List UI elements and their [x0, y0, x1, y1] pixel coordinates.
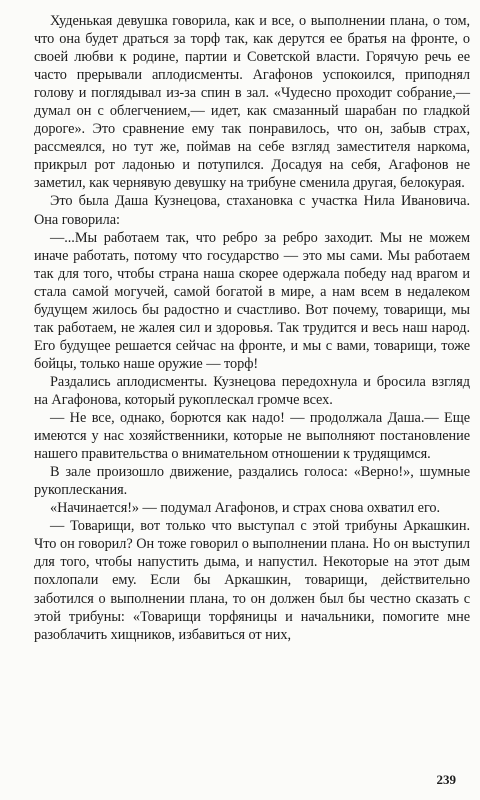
paragraph-6: В зале произошло движение, раздались голоса: «Верно!», шумные рукоплескания.: [34, 464, 470, 499]
paragraph-5: — Не все, однако, борются как надо! — продолжала Даша.— Еще имеются у нас хозяйственники, которые не выполняют постановление нашего правительства о внимательном отношении к трудящимся.: [34, 410, 470, 463]
paragraph-2: Это была Даша Кузнецова, стахановка с участка Нила Ивановича. Она говорила:: [34, 193, 470, 228]
paragraph-7: «Начинается!» — подумал Агафонов, и страх снова охватил его.: [50, 500, 441, 517]
paragraph-8: — Товарищи, вот только что выступал с этой трибуны Аркашкин. Что он говорил? Он тоже говорил о выполнении плана. Но он выступил для того, чтобы напустить дыма, и напустил. Некоторые на этот дым похлопали ему. Если бы Аркашкин, товарищи, действительно заботился о выполнении плана, то он должен был бы честно сказать с этой трибуны: «Товарищи торфяницы и начальники, помогите мне разоблачить хищников, избавиться от них,: [34, 518, 470, 643]
paragraph-1: Худенькая девушка говорила, как и все, о выполнении плана, о том, что она будет драться за торф так, как дерутся ее братья на фронте, о своей любви к родине, партии и Советской власти. Горячую речь ее часто прерывали аплодисменты. Агафонов успокоился, приподнял голову и поглядывал из-за спин в зал. «Чудесно проходит собрание,— думал он с облегчением,— идет, как смазанный шарабан по гладкой дороге». Это сравнение ему так понравилось, что он, забыв страх, рассмеялся, но тут же, поймав на себе взгляд заместителя наркома, прикрыл рот ладонью и потупился. Досадуя на себя, Агафонов не заметил, как чернявую девушку на трибуне сменила другая, белокурая.: [34, 13, 470, 192]
page-number: 239: [436, 772, 456, 787]
paragraph-3: —...Мы работаем так, что ребро за ребро заходит. Мы не можем иначе работать, потому что государство — это мы сами. Мы работаем так для того, чтобы страна наша скорее одержала победу над врагом и стала самой могучей, самой богатой в мире, а нам всем в недалеком будущем жилось бы радостно и счастливо. Вот почему, товарищи, мы так работаем, не жалея сил и здоровья. Так трудится и весь наш народ. Его будущее решается сейчас на фронте, и мы с вами, товарищи, тоже бойцы, только наше оружие — торф!: [34, 229, 470, 372]
body-text: [34, 12, 470, 644]
paragraph-4: Раздались аплодисменты. Кузнецова передохнула и бросила взгляд на Агафонова, который рукоплескал громче всех.: [34, 373, 470, 408]
